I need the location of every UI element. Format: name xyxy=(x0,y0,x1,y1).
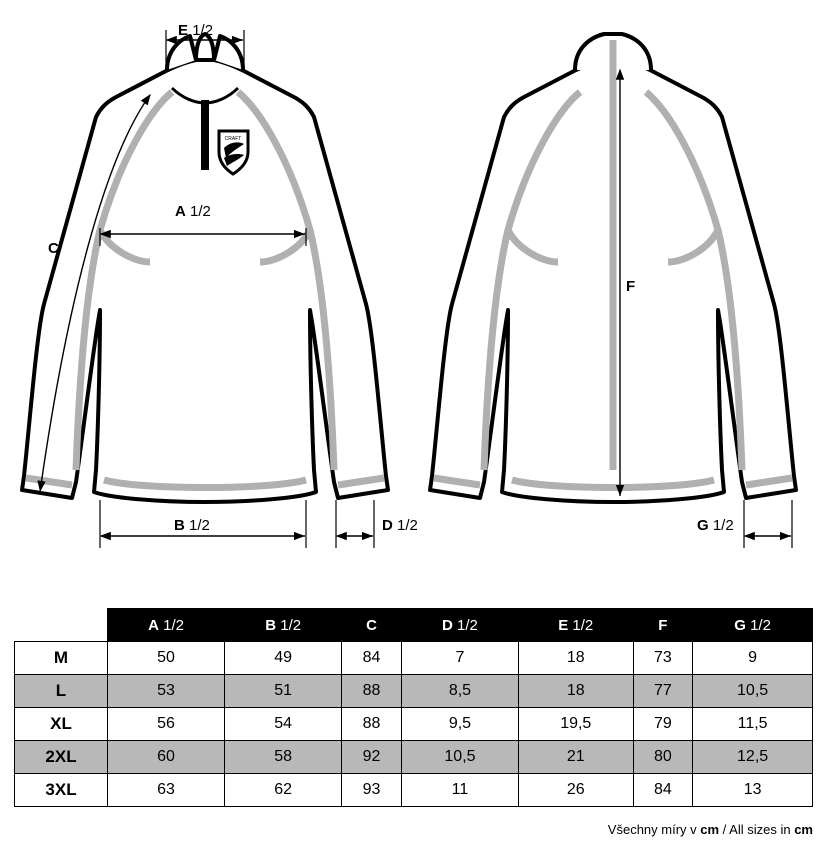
cell-e: 19,5 xyxy=(519,708,633,741)
col-a-letter: A xyxy=(148,616,159,634)
table-row xyxy=(15,774,813,807)
col-a-frac: 1/2 xyxy=(163,616,184,634)
col-e-letter: E xyxy=(558,616,569,634)
col-f-letter: F xyxy=(658,616,668,634)
col-b-frac: 1/2 xyxy=(280,616,302,634)
label-c xyxy=(48,240,59,257)
cell-f: 77 xyxy=(633,675,693,708)
svg-text:CRAFT: CRAFT xyxy=(224,136,242,142)
cell-d: 7 xyxy=(401,642,518,675)
label-g-half xyxy=(697,517,734,534)
row-size-label: 2XL xyxy=(15,741,108,774)
label-d-frac: 1/2 xyxy=(397,517,418,534)
cell-d: 10,5 xyxy=(401,741,518,774)
cell-c: 88 xyxy=(342,675,402,708)
table-col-c xyxy=(342,609,402,642)
note-unit-en: cm xyxy=(794,822,813,837)
col-d-frac: 1/2 xyxy=(457,616,478,634)
cell-b: 49 xyxy=(225,642,342,675)
back-jacket-illustration xyxy=(430,34,796,502)
row-size-label: XL xyxy=(15,708,108,741)
cell-c: 88 xyxy=(342,708,402,741)
label-b-frac: 1/2 xyxy=(189,517,210,534)
size-table xyxy=(14,608,813,807)
label-b-letter: B xyxy=(174,517,185,534)
col-e-frac: 1/2 xyxy=(572,616,594,634)
cell-d: 11 xyxy=(401,774,518,807)
cell-c: 92 xyxy=(342,741,402,774)
table-corner-cell xyxy=(15,609,108,642)
col-g-frac: 1/2 xyxy=(750,616,771,634)
cell-a: 60 xyxy=(108,741,225,774)
table-col-g xyxy=(693,609,813,642)
label-e-frac: 1/2 xyxy=(192,22,214,39)
label-f xyxy=(626,278,635,295)
table-col-a xyxy=(108,609,225,642)
col-c-letter: C xyxy=(366,616,377,634)
table-col-b xyxy=(225,609,342,642)
cell-f: 73 xyxy=(633,642,693,675)
note-middle: / All sizes in xyxy=(719,822,795,837)
col-g-letter: G xyxy=(734,616,746,634)
row-size-label: M xyxy=(15,642,108,675)
cell-e: 26 xyxy=(519,774,633,807)
cell-d: 8,5 xyxy=(401,675,518,708)
label-d-letter: D xyxy=(382,517,393,534)
label-a-half xyxy=(175,203,211,220)
cell-e: 18 xyxy=(519,675,633,708)
table-col-d xyxy=(401,609,518,642)
table-col-f xyxy=(633,609,693,642)
cell-c: 84 xyxy=(342,642,402,675)
cell-b: 62 xyxy=(225,774,342,807)
table-row xyxy=(15,642,813,675)
col-d-letter: D xyxy=(442,616,453,634)
cell-a: 50 xyxy=(108,642,225,675)
cell-b: 51 xyxy=(225,675,342,708)
cell-a: 56 xyxy=(108,708,225,741)
cell-c: 93 xyxy=(342,774,402,807)
cell-g: 12,5 xyxy=(693,741,813,774)
cell-f: 80 xyxy=(633,741,693,774)
front-zipper xyxy=(201,100,209,170)
front-jacket-illustration xyxy=(22,34,388,502)
note-unit-cz: cm xyxy=(700,822,720,837)
cell-f: 84 xyxy=(633,774,693,807)
table-header-row xyxy=(15,609,813,642)
cell-b: 54 xyxy=(225,708,342,741)
units-note xyxy=(608,822,813,837)
label-a-frac: 1/2 xyxy=(190,203,211,220)
table-row xyxy=(15,708,813,741)
cell-a: 63 xyxy=(108,774,225,807)
cell-f: 79 xyxy=(633,708,693,741)
label-f-letter: F xyxy=(626,278,636,295)
label-g-frac: 1/2 xyxy=(712,517,734,534)
row-size-label: 3XL xyxy=(15,774,108,807)
table-row xyxy=(15,741,813,774)
row-size-label: L xyxy=(15,675,108,708)
label-a-letter: A xyxy=(175,203,186,220)
table-col-e xyxy=(519,609,633,642)
label-g-letter: G xyxy=(697,517,709,534)
cell-e: 21 xyxy=(519,741,633,774)
cell-d: 9,5 xyxy=(401,708,518,741)
note-prefix: Všechny míry v xyxy=(607,822,701,837)
cell-g: 13 xyxy=(693,774,813,807)
label-b-half xyxy=(174,517,210,534)
label-c-letter: C xyxy=(48,240,59,257)
cell-g: 9 xyxy=(693,642,813,675)
cell-e: 18 xyxy=(519,642,633,675)
table-row xyxy=(15,675,813,708)
cell-a: 53 xyxy=(108,675,225,708)
label-e-half xyxy=(178,22,213,39)
cell-b: 58 xyxy=(225,741,342,774)
label-d-half xyxy=(382,517,418,534)
col-b-letter: B xyxy=(265,616,277,634)
cell-g: 11,5 xyxy=(693,708,813,741)
cell-g: 10,5 xyxy=(693,675,813,708)
label-e-letter: E xyxy=(178,22,189,39)
